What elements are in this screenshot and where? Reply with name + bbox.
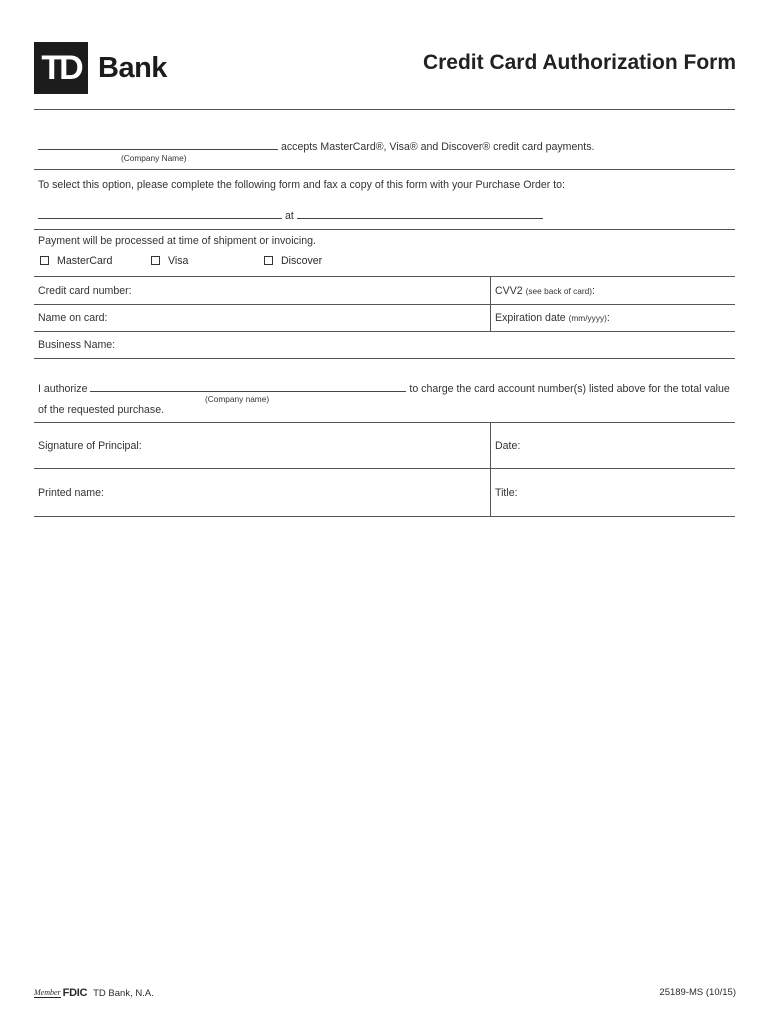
td-bank-logo (34, 42, 167, 94)
date-field[interactable]: Date: (495, 440, 521, 452)
form-code: 25189-MS (10/15) (659, 987, 736, 998)
cvv2-hint: (see back of card) (525, 286, 593, 296)
footer-bank-name: TD Bank, N.A. (93, 987, 154, 999)
divider-3 (34, 276, 735, 277)
fdic-logo: FDIC (62, 987, 88, 999)
fdic-member-text: Member (34, 988, 61, 997)
fax-number-blank[interactable] (297, 208, 543, 219)
cvv2-colon: : (592, 285, 595, 297)
company-accepts-line (38, 139, 594, 153)
footer-fdic (34, 987, 154, 999)
authorization-line (38, 381, 730, 395)
expiration-label: Expiration date (495, 312, 566, 324)
option-discover[interactable] (264, 255, 322, 267)
signature-column-divider (490, 422, 491, 517)
name-on-card-field[interactable]: Name on card: (38, 312, 108, 324)
title-field[interactable]: Title: (495, 487, 518, 499)
divider-6 (34, 358, 735, 359)
expiration-date-field[interactable] (495, 312, 610, 324)
divider-8 (34, 468, 735, 469)
authorize-prefix: I authorize (38, 383, 88, 395)
cvv2-label: CVV2 (495, 285, 523, 297)
divider-7 (34, 422, 735, 423)
divider-5 (34, 331, 735, 332)
visa-checkbox[interactable] (151, 256, 160, 265)
accepts-cards-text: accepts MasterCard®, Visa® and Discover® credit card payments. (280, 141, 595, 153)
divider-9 (34, 516, 735, 517)
signature-field[interactable]: Signature of Principal: (38, 440, 142, 452)
printed-name-field[interactable]: Printed name: (38, 487, 104, 499)
option-mastercard[interactable] (40, 255, 112, 267)
payment-note: Payment will be processed at time of shipment or invoicing. (38, 235, 316, 247)
option-visa[interactable] (151, 255, 188, 267)
instructions-text: To select this option, please complete the following form and fax a copy of this form with your Purchase Order to: (38, 179, 566, 191)
logo-wordmark: Bank (98, 51, 167, 84)
authorize-suffix: to charge the card account number(s) listed above for the total value (409, 383, 730, 395)
fax-name-blank[interactable] (38, 208, 282, 219)
fax-line (38, 208, 543, 222)
fax-at-text: at (284, 210, 294, 222)
authorize-company-blank[interactable] (90, 381, 406, 392)
expiration-colon: : (606, 312, 610, 324)
discover-label: Discover (281, 255, 323, 267)
authorize-company-caption: (Company name) (205, 394, 270, 404)
mastercard-label: MasterCard (57, 255, 113, 267)
divider-1 (34, 169, 735, 170)
discover-checkbox[interactable] (264, 256, 273, 265)
company-name-caption: (Company Name) (121, 153, 187, 163)
td-logo-mark: TD (34, 42, 88, 94)
divider-4 (34, 304, 735, 305)
business-name-field[interactable]: Business Name: (38, 339, 116, 351)
authorize-continuation: of the requested purchase. (38, 404, 165, 416)
page-title: Credit Card Authorization Form (422, 51, 736, 74)
visa-label: Visa (168, 255, 189, 267)
header-divider (34, 109, 735, 110)
cvv2-field[interactable] (495, 285, 595, 297)
company-name-blank[interactable] (38, 139, 278, 150)
expiration-hint: (mm/yyyy) (568, 313, 607, 323)
divider-2 (34, 229, 735, 230)
mastercard-checkbox[interactable] (40, 256, 49, 265)
card-number-field[interactable]: Credit card number: (38, 285, 132, 297)
